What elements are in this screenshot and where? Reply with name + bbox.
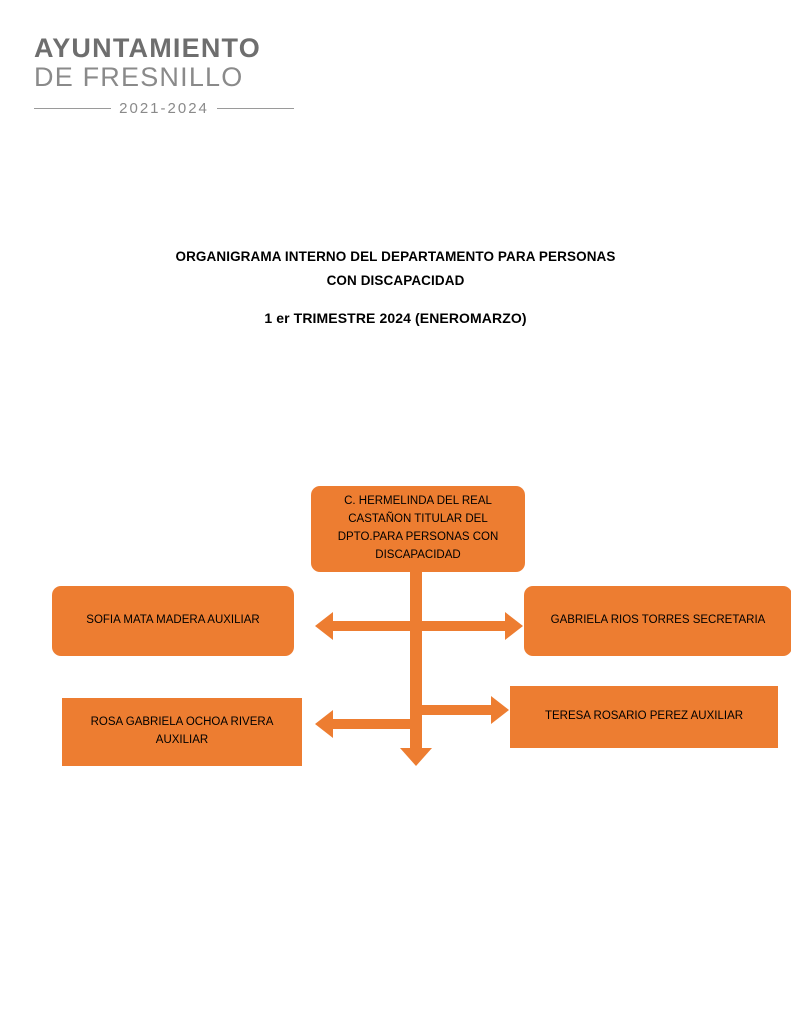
org-node-titular-label: C. HERMELINDA DEL REAL CASTAÑON TITULAR DEL DPTO.PARA PERSONAS CON DISCAPACIDAD	[337, 495, 499, 561]
title-line-2: CON DISCAPACIDAD	[326, 272, 465, 288]
org-node-teresa-rosario-perez-label: TERESA ROSARIO PEREZ AUXILIAR	[544, 710, 744, 723]
page-subtitle: 1 er TRIMESTRE 2024 (ENEROMARZO)	[264, 310, 527, 327]
org-node-rosa-gabriela-ochoa-rivera-label: ROSA GABRIELA OCHOA RIVERA AUXILIAR	[90, 716, 274, 746]
org-node-titular[interactable]	[311, 486, 525, 572]
org-node-sofia-mata-madera-label: SOFIA MATA MADERA AUXILIAR	[86, 614, 260, 627]
org-node-gabriela-rios-torres[interactable]	[524, 586, 791, 656]
title-line-1: ORGANIGRAMA INTERNO DEL DEPARTAMENTO PARA PERSONAS	[175, 249, 616, 264]
org-node-rosa-gabriela-ochoa-rivera[interactable]	[62, 698, 302, 766]
org-node-teresa-rosario-perez[interactable]	[510, 686, 778, 748]
org-node-sofia-mata-madera[interactable]	[52, 586, 294, 656]
org-node-gabriela-rios-torres-label: GABRIELA RIOS TORRES SECRETARIA	[550, 614, 766, 627]
letterhead-line-1: AYUNTAMIENTO	[34, 33, 261, 63]
letterhead-line-2: DE FRESNILLO	[34, 62, 244, 93]
letterhead-years: 2021-2024	[119, 100, 209, 118]
